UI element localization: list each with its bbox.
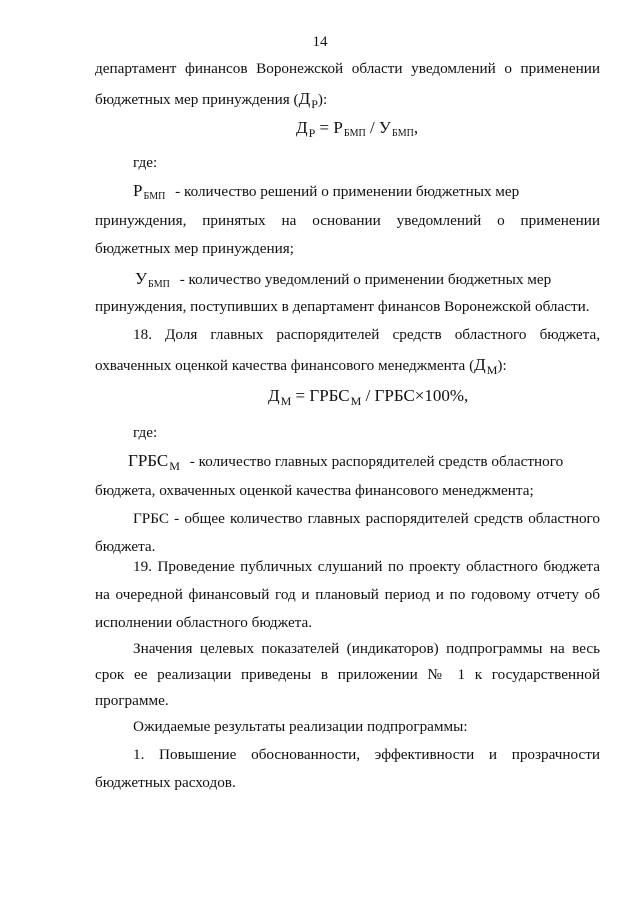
def-r-line-3: бюджетных мер принуждения;	[95, 240, 294, 257]
def-r-line-1-text: - количество решений о применении бюджетных мер	[175, 183, 520, 200]
item-18-line-2	[95, 356, 507, 375]
def-u-line-1-text: - количество уведомлений о применении бюджетных мер	[179, 271, 552, 288]
item-19-line-1: 19. Проведение публичных слушаний по проекту областного бюджета	[133, 558, 600, 575]
formula-dr-lhs: Д	[296, 118, 308, 137]
intro-line-1: департамент финансов Воронежской области уведомлений о применении	[95, 60, 600, 77]
formula-dr-den-sub: БМП	[391, 128, 414, 139]
def-u-line-1	[135, 270, 600, 291]
def-u-symbol-sub: БМП	[148, 279, 170, 290]
intro-symbol: Д	[298, 89, 311, 108]
def-grbs-m-line-1	[128, 452, 600, 471]
formula-dr-end: ,	[413, 118, 419, 137]
intro-symbol-sub: Р	[311, 97, 318, 111]
def-grbs-m-line-2: бюджета, охваченных оценкой качества финансового менеджмента;	[95, 482, 534, 499]
targets-line-1: Значения целевых показателей (индикаторов) подпрограммы на весь	[133, 640, 600, 657]
def-r-symbol-sub: БМП	[143, 191, 166, 202]
where-label-1: где:	[133, 154, 158, 171]
result-1-line-1: 1. Повышение обоснованности, эффективности и прозрачности	[133, 746, 600, 763]
formula-dm-lhs: Д	[268, 386, 280, 405]
def-grbs-m-line-1-text: - количество главных распорядителей средств областного	[189, 453, 564, 470]
def-grbs-m-symbol-sub: М	[169, 459, 180, 473]
def-r-line-1	[133, 182, 600, 203]
page-number: 14	[312, 34, 328, 50]
item-18-line-2-text: охваченных оценкой качества финансового менеджмента (	[95, 357, 475, 374]
targets-line-3: программе.	[95, 692, 169, 709]
result-1-line-2: бюджетных расходов.	[95, 774, 236, 791]
intro-line-2-text: бюджетных мер принуждения (	[95, 91, 299, 108]
item-18-line-1: 18. Доля главных распорядителей средств областного бюджета,	[133, 326, 600, 343]
item-18-symbol: Д	[474, 355, 486, 374]
formula-dm-rest: / ГРБС×100%,	[365, 386, 469, 405]
def-grbs-line-2: бюджета.	[95, 538, 156, 555]
formula-dm-eq: = ГРБС	[295, 386, 350, 405]
targets-line-2: срок ее реализации приведены в приложении № 1 к государственной	[95, 666, 600, 683]
where-label-2: где:	[133, 424, 158, 441]
def-r-symbol: Р	[133, 181, 143, 200]
formula-dm-num-sub: М	[350, 394, 362, 408]
formula-dr-div: / У	[369, 118, 391, 137]
formula-dr-eq: = Р	[319, 118, 343, 137]
def-r-line-2: принуждения, принятых на основании уведомлений о применении	[95, 212, 600, 229]
formula-dm	[268, 386, 468, 406]
item-19-line-3: исполнении областного бюджета.	[95, 614, 313, 631]
item-18-line-2-end: ):	[497, 357, 507, 374]
formula-dr	[296, 118, 418, 138]
intro-line-2	[95, 90, 327, 109]
intro-line-2-end: ):	[317, 91, 328, 108]
def-grbs-m-symbol: ГРБС	[128, 451, 169, 470]
formula-dr-lhs-sub: Р	[308, 126, 316, 140]
item-19-line-2: на очередной финансовый год и плановый период и по годовому отчету об	[95, 586, 600, 603]
expected-results-line: Ожидаемые результаты реализации подпрограммы:	[133, 718, 468, 735]
item-18-symbol-sub: М	[486, 363, 498, 377]
formula-dm-lhs-sub: М	[280, 394, 292, 408]
def-u-symbol: У	[135, 269, 148, 288]
def-grbs-line-1: ГРБС - общее количество главных распорядителей средств областного	[133, 510, 600, 527]
formula-dr-num-sub: БМП	[343, 128, 366, 139]
def-u-line-2: принуждения, поступивших в департамент финансов Воронежской области.	[95, 298, 590, 315]
